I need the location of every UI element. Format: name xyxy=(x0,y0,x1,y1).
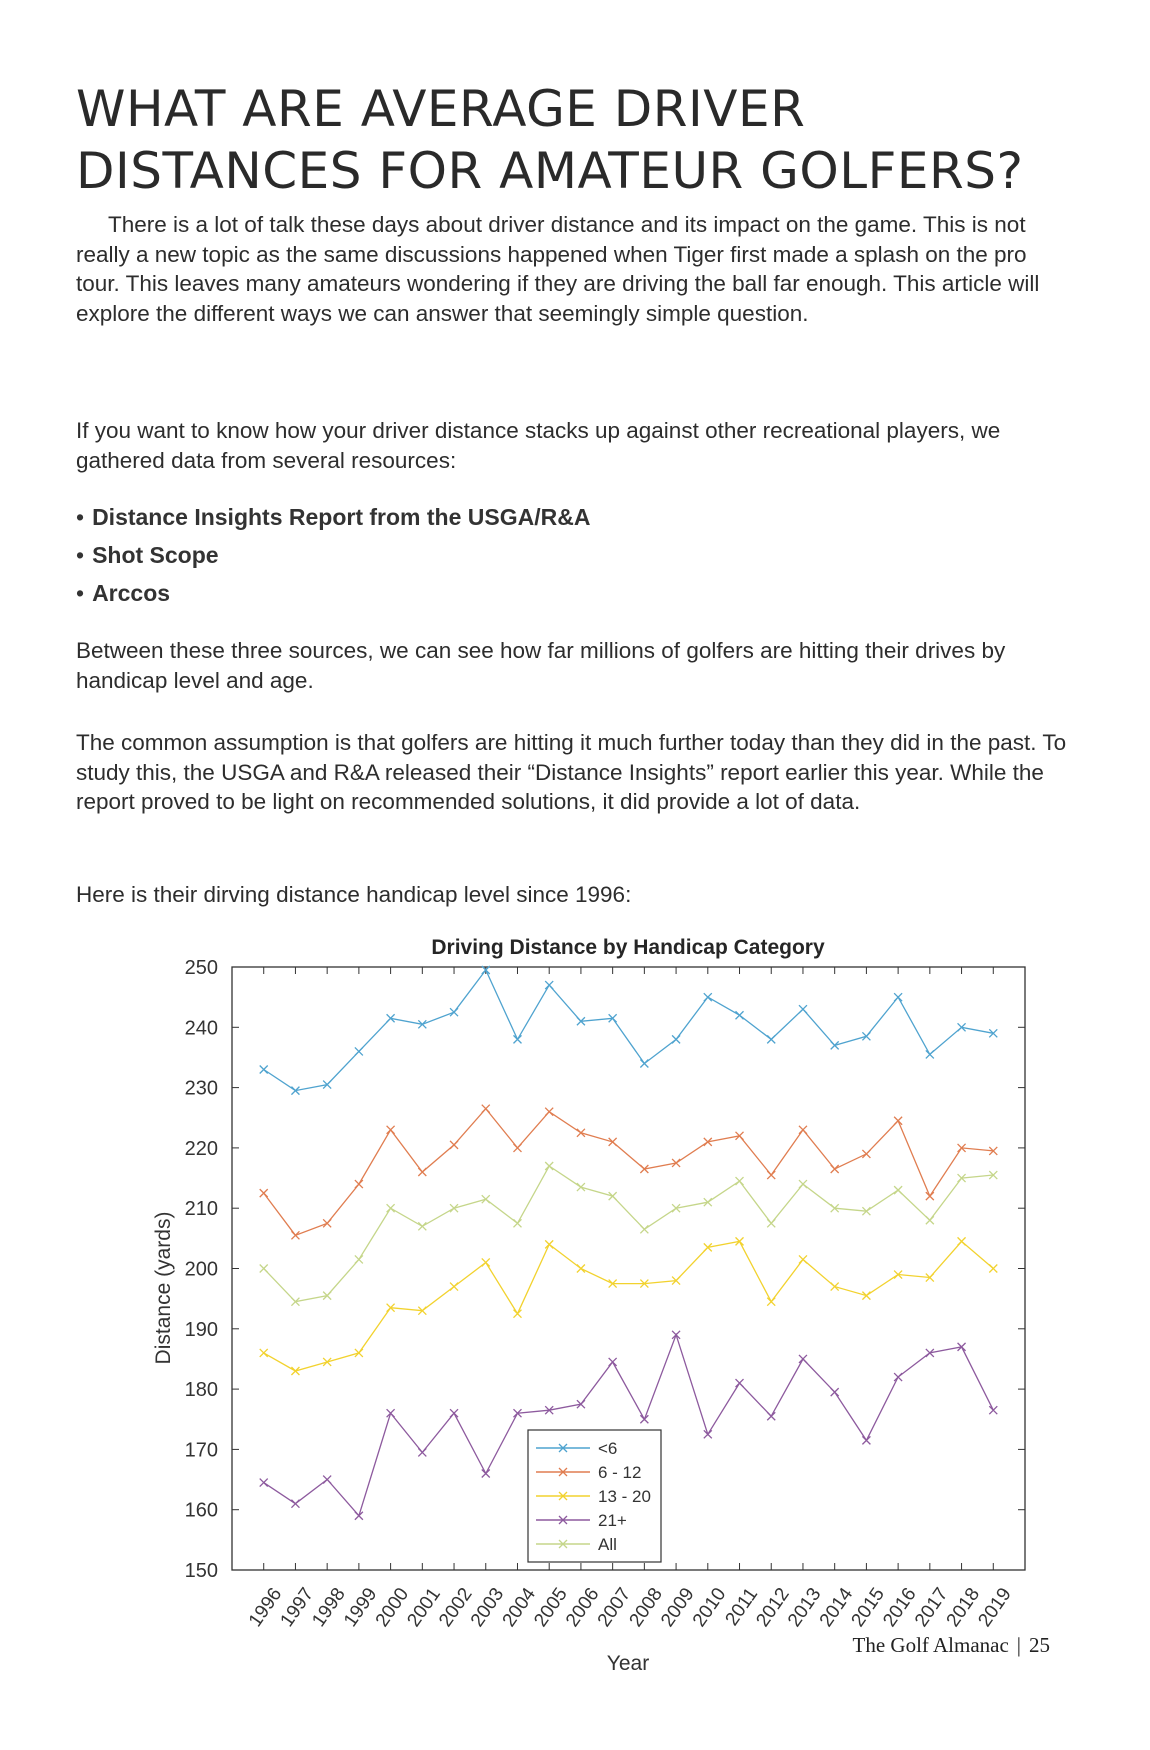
x-tick-label: 2009 xyxy=(657,1584,699,1631)
data-point xyxy=(862,1292,870,1300)
series-line xyxy=(264,1241,994,1371)
data-point xyxy=(577,1183,585,1191)
x-tick-label: 2016 xyxy=(879,1584,921,1631)
data-point xyxy=(640,1059,648,1067)
data-point xyxy=(767,1035,775,1043)
data-point xyxy=(831,1165,839,1173)
data-point xyxy=(291,1231,299,1239)
page-footer xyxy=(853,1633,1051,1658)
legend-label: All xyxy=(598,1535,617,1554)
y-tick-label: 150 xyxy=(184,1560,218,1582)
intro-paragraph: There is a lot of talk these days about driver distance and its impact on the game. This is not really a new topic as the same discussions happened when Tiger first made a splash on the pro tour. This leaves many amateurs wondering if they are driving the ball far enough. This article will explore the different ways we can answer that seemingly simple question. xyxy=(76,212,1040,326)
data-point xyxy=(482,1470,490,1478)
data-point xyxy=(323,1358,331,1366)
data-point xyxy=(799,1180,807,1188)
x-tick-label: 1999 xyxy=(340,1584,382,1631)
data-point xyxy=(545,1162,553,1170)
x-tick-label: 2019 xyxy=(974,1584,1016,1631)
series-2 xyxy=(260,1105,998,1240)
data-point xyxy=(387,1126,395,1134)
data-point xyxy=(609,1138,617,1146)
x-tick-label: 2014 xyxy=(815,1584,858,1631)
list-item xyxy=(76,536,590,574)
data-point xyxy=(513,1310,521,1318)
legend xyxy=(528,1430,661,1562)
data-point xyxy=(577,1265,585,1273)
y-tick-label: 240 xyxy=(184,1017,218,1040)
x-tick-label: 2002 xyxy=(435,1584,477,1631)
data-point xyxy=(799,1255,807,1263)
data-point xyxy=(323,1219,331,1227)
page-number: 25 xyxy=(1029,1633,1050,1657)
data-point xyxy=(989,1265,997,1273)
x-tick-label: 2018 xyxy=(942,1584,985,1631)
data-point xyxy=(640,1415,648,1423)
source-label: Arccos xyxy=(92,580,171,606)
data-point xyxy=(767,1412,775,1420)
data-point xyxy=(799,1005,807,1013)
data-point xyxy=(450,1141,458,1149)
series-3 xyxy=(260,1237,998,1375)
data-point xyxy=(989,1406,997,1414)
series-line xyxy=(264,1109,994,1236)
x-axis-label: Year xyxy=(606,1652,650,1675)
y-tick-label: 210 xyxy=(184,1198,218,1221)
publication-name: The Golf Almanac xyxy=(852,1633,1009,1657)
y-tick-label: 160 xyxy=(184,1499,218,1522)
data-point xyxy=(831,1388,839,1396)
data-point xyxy=(450,1204,458,1212)
data-point xyxy=(894,993,902,1001)
x-tick-label: 1997 xyxy=(276,1584,319,1631)
data-point xyxy=(926,1192,934,1200)
legend-label: 13 - 20 xyxy=(598,1487,651,1506)
x-tick-label: 2007 xyxy=(593,1584,636,1631)
data-point xyxy=(418,1168,426,1176)
x-tick-label: 2004 xyxy=(498,1584,541,1631)
y-tick-label: 170 xyxy=(184,1439,218,1462)
data-point xyxy=(894,1186,902,1194)
series-line xyxy=(264,970,994,1091)
chart-svg xyxy=(140,925,1030,1675)
bullet-glyph: • xyxy=(76,580,85,606)
legend-label: 6 - 12 xyxy=(598,1463,642,1482)
data-point xyxy=(260,1066,268,1074)
y-axis-label: Distance (yards) xyxy=(152,1211,175,1365)
data-point xyxy=(260,1189,268,1197)
chart-title: Driving Distance by Handicap Category xyxy=(431,936,825,959)
data-point xyxy=(291,1367,299,1375)
data-point xyxy=(545,981,553,989)
data-point xyxy=(545,1108,553,1116)
data-point xyxy=(799,1126,807,1134)
data-point xyxy=(767,1219,775,1227)
list-item xyxy=(76,574,590,612)
legend-label: <6 xyxy=(598,1439,618,1458)
source-label: Distance Insights Report from the USGA/R&A xyxy=(92,504,591,530)
x-tick-label: 2017 xyxy=(910,1584,953,1631)
data-point xyxy=(926,1216,934,1224)
data-point xyxy=(672,1035,680,1043)
data-point xyxy=(355,1255,363,1263)
x-tick-label: 2011 xyxy=(721,1584,763,1630)
data-point xyxy=(260,1349,268,1357)
data-point xyxy=(767,1171,775,1179)
data-point xyxy=(672,1331,680,1339)
between-paragraph: Between these three sources, we can see how far millions of golfers are hitting their drives by handicap level and age. xyxy=(76,638,1006,693)
data-point xyxy=(799,1355,807,1363)
data-point xyxy=(831,1041,839,1049)
data-point xyxy=(831,1283,839,1291)
data-point xyxy=(323,1476,331,1484)
data-point xyxy=(767,1298,775,1306)
bullet-glyph: • xyxy=(76,504,85,530)
data-point xyxy=(291,1500,299,1508)
data-point xyxy=(862,1032,870,1040)
x-tick-label: 2012 xyxy=(752,1584,794,1631)
data-point xyxy=(450,1008,458,1016)
data-point xyxy=(704,993,712,1001)
data-point xyxy=(482,1195,490,1203)
data-point xyxy=(418,1448,426,1456)
data-point xyxy=(513,1219,521,1227)
y-tick-label: 220 xyxy=(184,1137,218,1160)
data-point xyxy=(894,1117,902,1125)
data-point xyxy=(450,1283,458,1291)
x-tick-label: 2003 xyxy=(466,1584,509,1631)
data-point xyxy=(736,1011,744,1019)
data-point xyxy=(894,1373,902,1381)
data-point xyxy=(704,1430,712,1438)
data-point xyxy=(609,1358,617,1366)
x-tick-label: 2001 xyxy=(403,1584,445,1631)
data-point xyxy=(513,1035,521,1043)
data-point xyxy=(260,1479,268,1487)
data-point xyxy=(355,1349,363,1357)
page-title: WHAT ARE AVERAGE DRIVER DISTANCES FOR AMATEUR GOLFERS? xyxy=(76,80,1024,200)
list-item xyxy=(76,498,590,536)
data-point xyxy=(640,1225,648,1233)
data-point xyxy=(387,1204,395,1212)
data-point xyxy=(450,1409,458,1417)
source-label: Shot Scope xyxy=(92,542,219,568)
sources-intro-paragraph: If you want to know how your driver distance stacks up against other recreational players, we gathered data from several resources: xyxy=(76,418,1001,473)
x-tick-label: 2013 xyxy=(784,1584,826,1631)
x-tick-label: 2010 xyxy=(688,1584,731,1631)
x-tick-label: 2000 xyxy=(371,1584,414,1631)
data-point xyxy=(355,1180,363,1188)
data-point xyxy=(355,1047,363,1055)
data-point xyxy=(418,1222,426,1230)
data-point xyxy=(482,1258,490,1266)
data-point xyxy=(736,1379,744,1387)
data-point xyxy=(862,1150,870,1158)
data-point xyxy=(736,1177,744,1185)
data-point xyxy=(513,1144,521,1152)
assumption-paragraph: The common assumption is that golfers are hitting it much further today than they did in the past. To study this, the USGA and R&A released their “Distance Insights” report earlier this year. While the report proved to be light on recommended solutions, it did provide a lot of data. xyxy=(76,730,1067,814)
data-point xyxy=(260,1265,268,1273)
x-tick-label: 2006 xyxy=(562,1584,604,1631)
data-point xyxy=(958,1237,966,1245)
data-point xyxy=(545,1240,553,1248)
series-1 xyxy=(260,966,998,1095)
sources-list xyxy=(76,498,590,612)
y-tick-label: 250 xyxy=(184,957,218,979)
x-tick-label: 1996 xyxy=(244,1584,287,1631)
bullet-glyph: • xyxy=(76,542,85,568)
data-point xyxy=(482,1105,490,1113)
footer-separator: | xyxy=(1016,1633,1021,1657)
legend-label: 21+ xyxy=(598,1511,627,1530)
y-tick-label: 230 xyxy=(184,1077,218,1100)
chart-intro-paragraph: Here is their dirving distance handicap level since 1996: xyxy=(76,882,632,907)
y-tick-label: 200 xyxy=(184,1258,218,1281)
data-point xyxy=(577,1129,585,1137)
x-tick-label: 1998 xyxy=(308,1584,350,1631)
series-line xyxy=(264,1166,994,1302)
data-point xyxy=(609,1192,617,1200)
x-tick-label: 2015 xyxy=(847,1584,889,1631)
x-tick-label: 2005 xyxy=(530,1584,572,1631)
data-point xyxy=(926,1050,934,1058)
data-point xyxy=(387,1409,395,1417)
y-tick-label: 180 xyxy=(184,1379,218,1402)
y-tick-label: 190 xyxy=(184,1318,218,1341)
data-point xyxy=(355,1512,363,1520)
data-point xyxy=(862,1436,870,1444)
x-tick-label: 2008 xyxy=(625,1584,667,1631)
driving-distance-chart xyxy=(140,925,1030,1675)
